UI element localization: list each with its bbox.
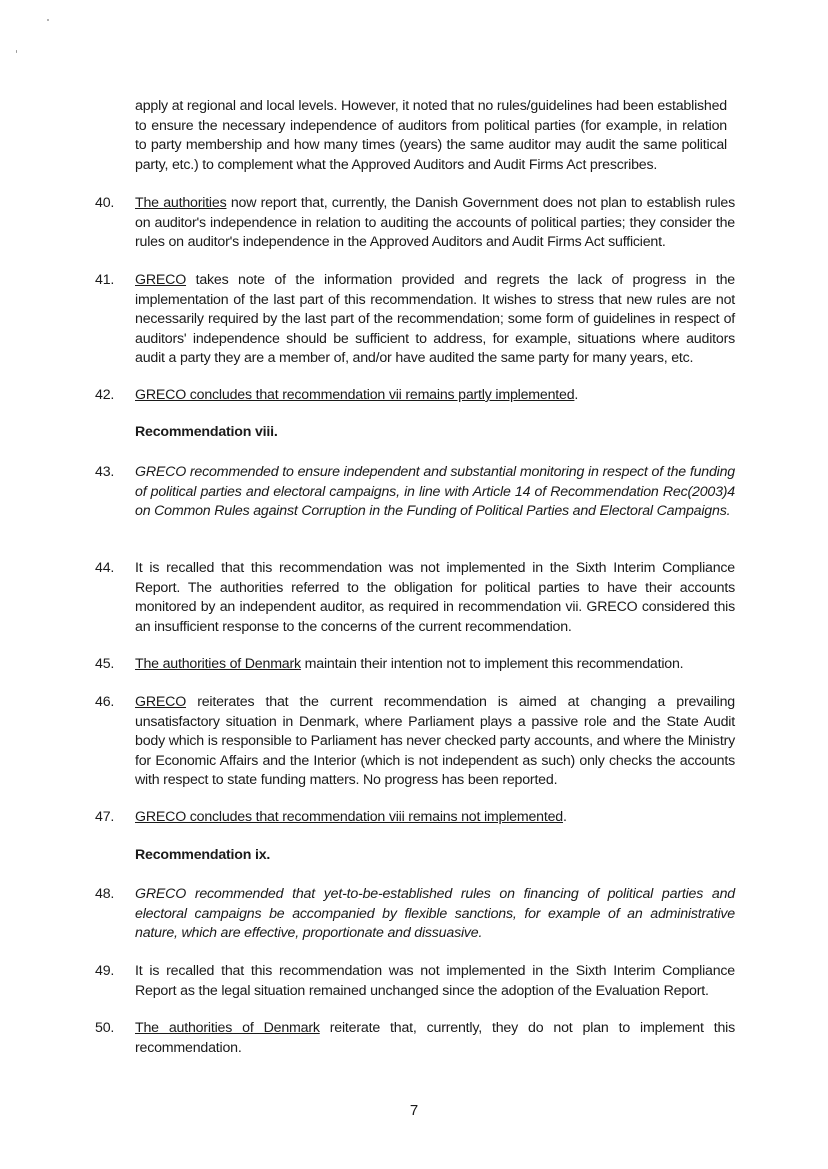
scan-speck: [16, 50, 17, 53]
paragraph-43: [95, 463, 735, 522]
paragraph-lead: The authorities of Denmark: [135, 1020, 320, 1036]
paragraph-text: It is recalled that this recommendation was not implemented in the Sixth Interim Compliance Report. The authorities referred to the obligation for political parties to have their accounts monitored by an independent auditor, as required in recommendation vii. GRECO considered this an insufficient response to the concerns of the current recommendation.: [135, 560, 735, 635]
paragraph-40: [95, 194, 735, 253]
page-number: 7: [409, 1102, 419, 1119]
paragraph-48: [95, 885, 735, 944]
paragraph-46: [95, 693, 735, 791]
paragraph-number: 48.: [95, 886, 115, 902]
paragraph-number: 47.: [95, 809, 115, 825]
heading-recommendation-viii: Recommendation viii.: [135, 424, 278, 440]
paragraph-number: 50.: [95, 1020, 115, 1036]
paragraph-44: [95, 559, 735, 637]
paragraph-lead: GRECO: [135, 272, 187, 288]
paragraph-text: .: [574, 387, 579, 403]
paragraph-lead: The authorities of Denmark: [135, 656, 301, 672]
heading-recommendation-ix: Recommendation ix.: [135, 847, 271, 863]
paragraph-number: 49.: [95, 963, 115, 979]
paragraph-text: reiterate that, currently, they do not plan to implement this recommendation.: [135, 1020, 735, 1056]
paragraph-number: 43.: [95, 464, 115, 480]
paragraph-text: .: [563, 809, 567, 825]
paragraph-text: GRECO recommended to ensure independent and substantial monitoring in respect of the funding of political parties and electoral campaigns, in line with Article 14 of Recommendation Rec(2003)4 on Common Rules against Corruption in the Funding of Political Parties and Electoral Campaigns.: [135, 464, 735, 519]
paragraph-text: GRECO recommended that yet-to-be-established rules on financing of political parties and electoral campaigns be accompanied by flexible sanctions, for example of an administrative nature, which are effective, proportionate and dissuasive.: [135, 886, 735, 941]
paragraph-text: reiterates that the current recommendation is aimed at changing a prevailing unsatisfactory situation in Denmark, where Parliament plays a passive role and the State Audit body which is responsible to Parliament has never checked party accounts, and where the Ministry for Economic Affairs and the Interior (which is not independent as such) only checks the accounts with respect to state funding matters. No progress has been reported.: [135, 694, 735, 788]
paragraph-number: 45.: [95, 656, 115, 672]
continuation-paragraph: apply at regional and local levels. However, it noted that no rules/guidelines had been established to ensure the necessary independence of auditors from political parties (for example, in relation to party membership and how many times (years) the same auditor may audit the same political party, etc.) to complement what the Approved Auditors and Audit Firms Act prescribes.: [135, 98, 727, 173]
paragraph-text: It is recalled that this recommendation was not implemented in the Sixth Interim Compliance Report as the legal situation remained unchanged since the adoption of the Evaluation Report.: [135, 963, 735, 999]
paragraph-number: 41.: [95, 272, 115, 288]
paragraph-41: [95, 271, 735, 369]
paragraph-text: now report that, currently, the Danish Government does not plan to establish rules on auditor's independence in relation to auditing the accounts of political parties; they consider the rules on auditor's independence in the Approved Auditors and Audit Firms Act sufficient.: [135, 195, 735, 250]
paragraph-50: [95, 1019, 735, 1058]
paragraph-47: [95, 808, 735, 828]
paragraph-text: maintain their intention not to implement this recommendation.: [300, 656, 684, 672]
paragraph-number: 46.: [95, 694, 115, 710]
paragraph-42: [95, 386, 735, 406]
paragraph-lead: GRECO concludes that recommendation viii remains not implemented: [135, 809, 563, 825]
paragraph-lead: The authorities: [135, 195, 227, 211]
paragraph-lead: GRECO: [135, 694, 187, 710]
paragraph-lead: GRECO concludes that recommendation vii remains partly implemented: [135, 387, 575, 403]
paragraph-number: 42.: [95, 387, 115, 403]
paragraph-45: [95, 655, 735, 675]
scan-speck: [47, 19, 49, 21]
paragraph-49: [95, 962, 735, 1001]
paragraph-text: takes note of the information provided and regrets the lack of progress in the implementation of the last part of this recommendation. It wishes to stress that new rules are not necessarily required by the last part of the recommendation; some form of guidelines in respect of auditors' independence should be sufficient to address, for example, situations where auditors audit a party they are a member of, and/or have audited the same party for many years, etc.: [135, 272, 735, 366]
paragraph-number: 40.: [95, 195, 115, 211]
paragraph-number: 44.: [95, 560, 115, 576]
